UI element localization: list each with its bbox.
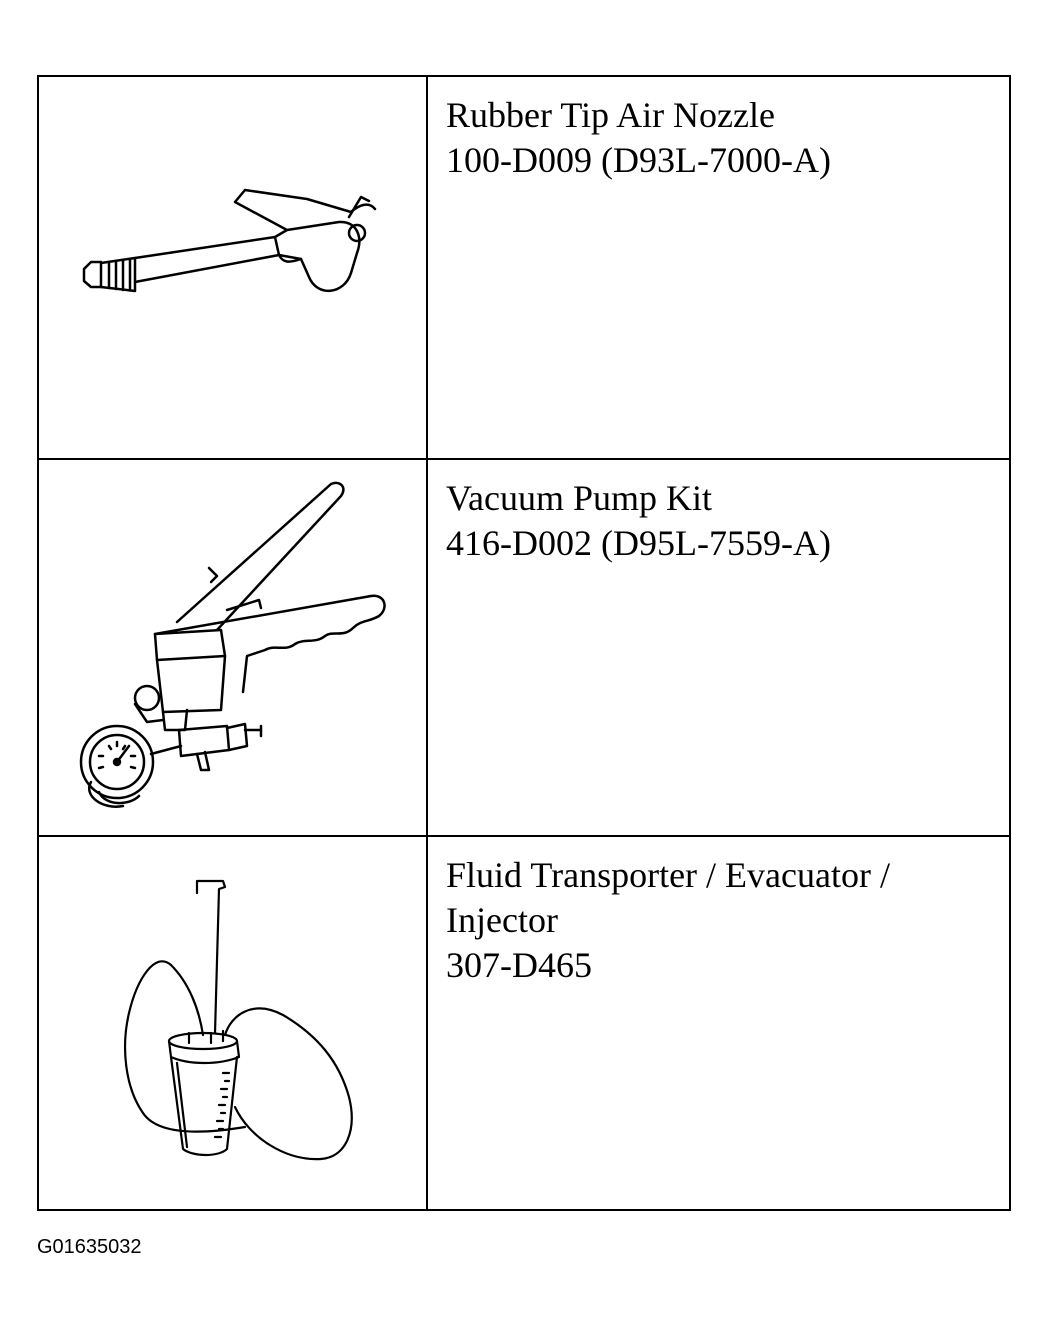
tool-illustration-cell [39,460,428,835]
tool-name: Rubber Tip Air Nozzle [446,95,775,135]
air-nozzle-icon [39,77,426,458]
tool-description [428,837,1009,1209]
figure-id: G01635032 [37,1236,142,1258]
tool-name-line-2: Injector [446,900,558,940]
tool-description [428,460,1009,835]
tool-row [39,77,1009,458]
tool-description [428,77,1009,458]
tool-part-number: 307-D465 [446,945,592,985]
fluid-evacuator-icon [39,837,426,1211]
tool-table [37,75,1011,1211]
tool-illustration-cell [39,77,428,458]
tool-name: Vacuum Pump Kit [446,478,712,518]
tool-illustration-cell [39,837,428,1209]
vacuum-pump-icon [39,460,426,837]
tool-row [39,458,1009,835]
tool-row [39,835,1009,1209]
tool-part-number: 416-D002 (D95L-7559-A) [446,523,831,563]
tool-name-line-1: Fluid Transporter / Evacuator / [446,855,890,895]
tool-part-number: 100-D009 (D93L-7000-A) [446,140,831,180]
